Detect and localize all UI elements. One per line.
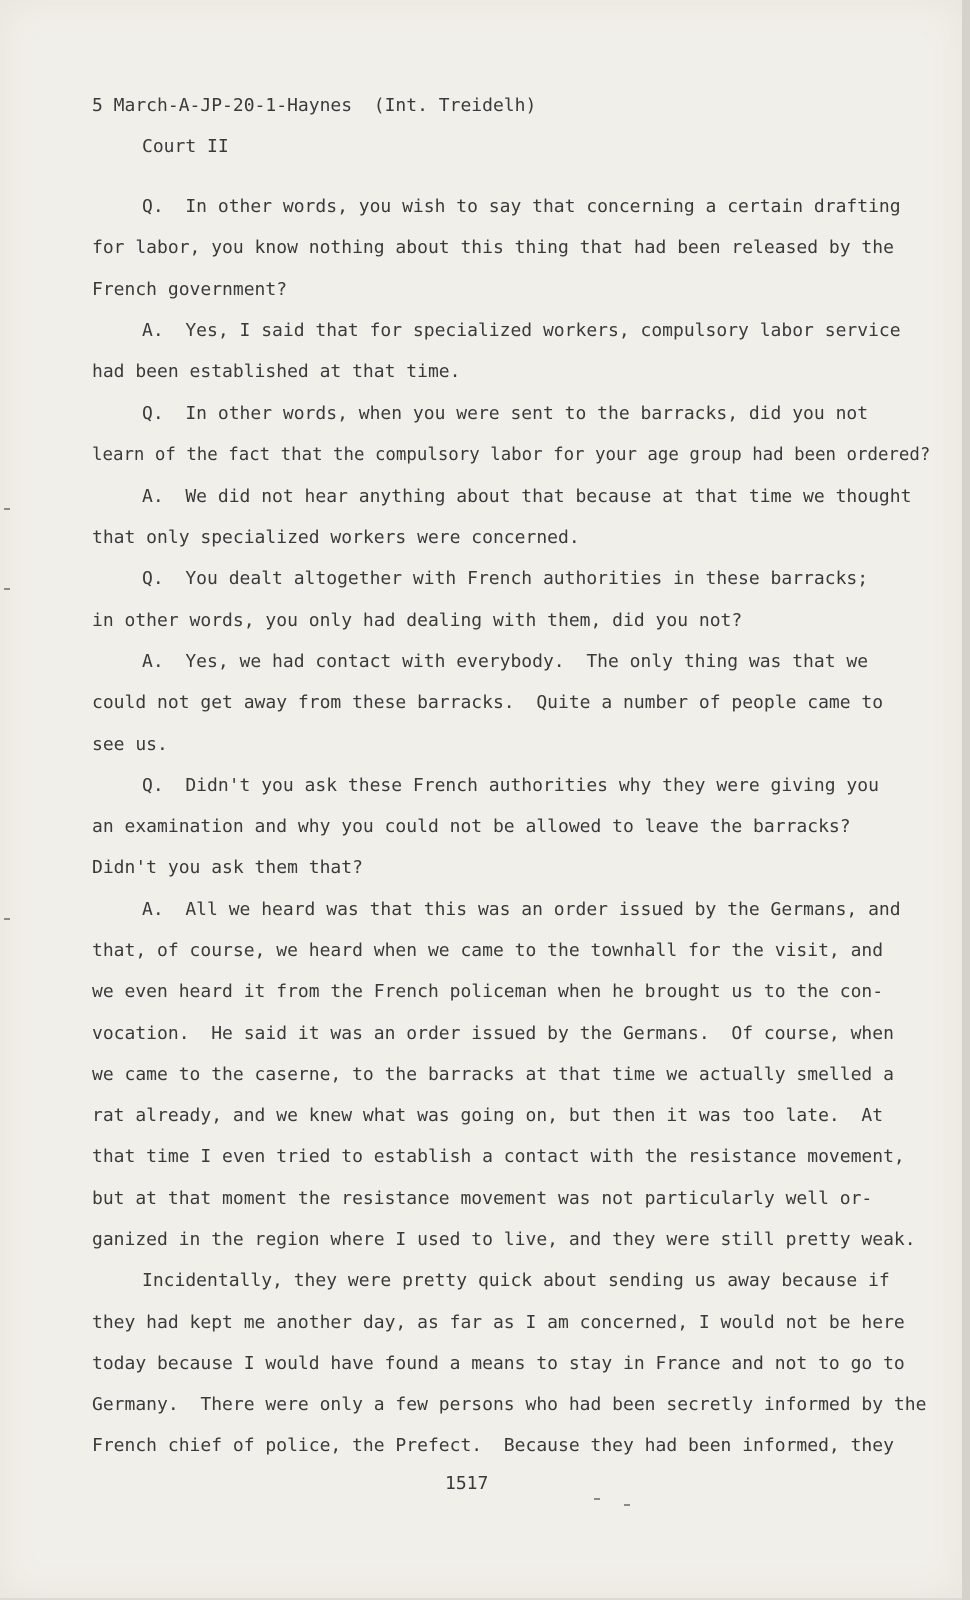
margin-mark [4,508,10,510]
transcript-line: Q. In other words, when you were sent to the barracks, did you not [142,403,869,424]
transcript-line: learn of the fact that the compulsory labor for your age group had been ordered? [92,444,931,465]
transcript-line: French government? [92,279,288,300]
margin-mark [4,588,10,590]
transcript-line: that, of course, we heard when we came to the townhall for the visit, and [92,940,884,961]
transcript-line: A. Yes, I said that for specialized workers, compulsory labor service [142,320,901,341]
transcript-line: A. All we heard was that this was an order issued by the Germans, and [142,899,901,920]
transcript-line: A. We did not hear anything about that because at that time we thought [142,486,912,507]
transcript-line: A. Yes, we had contact with everybody. The only thing was that we [142,651,869,672]
transcript-line: had been established at that time. [92,361,461,382]
transcript-line: they had kept me another day, as far as I am concerned, I would not be here [92,1312,905,1333]
transcript-line: Incidentally, they were pretty quick about sending us away because if [142,1270,890,1291]
transcript-line: Q. You dealt altogether with French authorities in these barracks; [142,568,869,589]
transcript-line: an examination and why you could not be allowed to leave the barracks? [92,816,851,837]
transcript-line: we even heard it from the French policeman when he brought us to the con- [92,981,884,1002]
transcript-line: that time I even tried to establish a contact with the resistance movement, [92,1146,905,1167]
page-edge [962,0,970,1600]
court-label: Court II [142,136,229,157]
transcript-line: could not get away from these barracks. Quite a number of people came to [92,692,884,713]
transcript-line: today because I would have found a means to stay in France and not to go to [92,1353,905,1374]
transcript-line: Germany. There were only a few persons who had been secretly informed by the [92,1394,927,1415]
transcript-line: that only specialized workers were concerned. [92,527,580,548]
transcript-line: we came to the caserne, to the barracks at that time we actually smelled a [92,1064,894,1085]
transcript-line: rat already, and we knew what was going on, but then it was too late. At [92,1105,884,1126]
transcript-line: vocation. He said it was an order issued by the Germans. Of course, when [92,1023,894,1044]
transcript-line: see us. [92,734,168,755]
transcript-line: Q. Didn't you ask these French authorities why they were giving you [142,775,879,796]
margin-mark [4,918,10,920]
transcript-line: Q. In other words, you wish to say that concerning a certain drafting [142,196,901,217]
transcript-line: in other words, you only had dealing with them, did you not? [92,610,743,631]
document-header: 5 March-A-JP-20-1-Haynes (Int. Treidelh) [92,95,537,116]
page-number: 1517 [445,1473,489,1494]
transcript-line: Didn't you ask them that? [92,857,363,878]
margin-mark [594,1498,600,1500]
margin-mark [624,1504,630,1506]
transcript-line: but at that moment the resistance movement was not particularly well or- [92,1188,873,1209]
transcript-line: ganized in the region where I used to live, and they were still pretty weak. [92,1229,916,1250]
transcript-line: for labor, you know nothing about this thing that had been released by the [92,237,894,258]
transcript-line: French chief of police, the Prefect. Because they had been informed, they [92,1435,894,1456]
